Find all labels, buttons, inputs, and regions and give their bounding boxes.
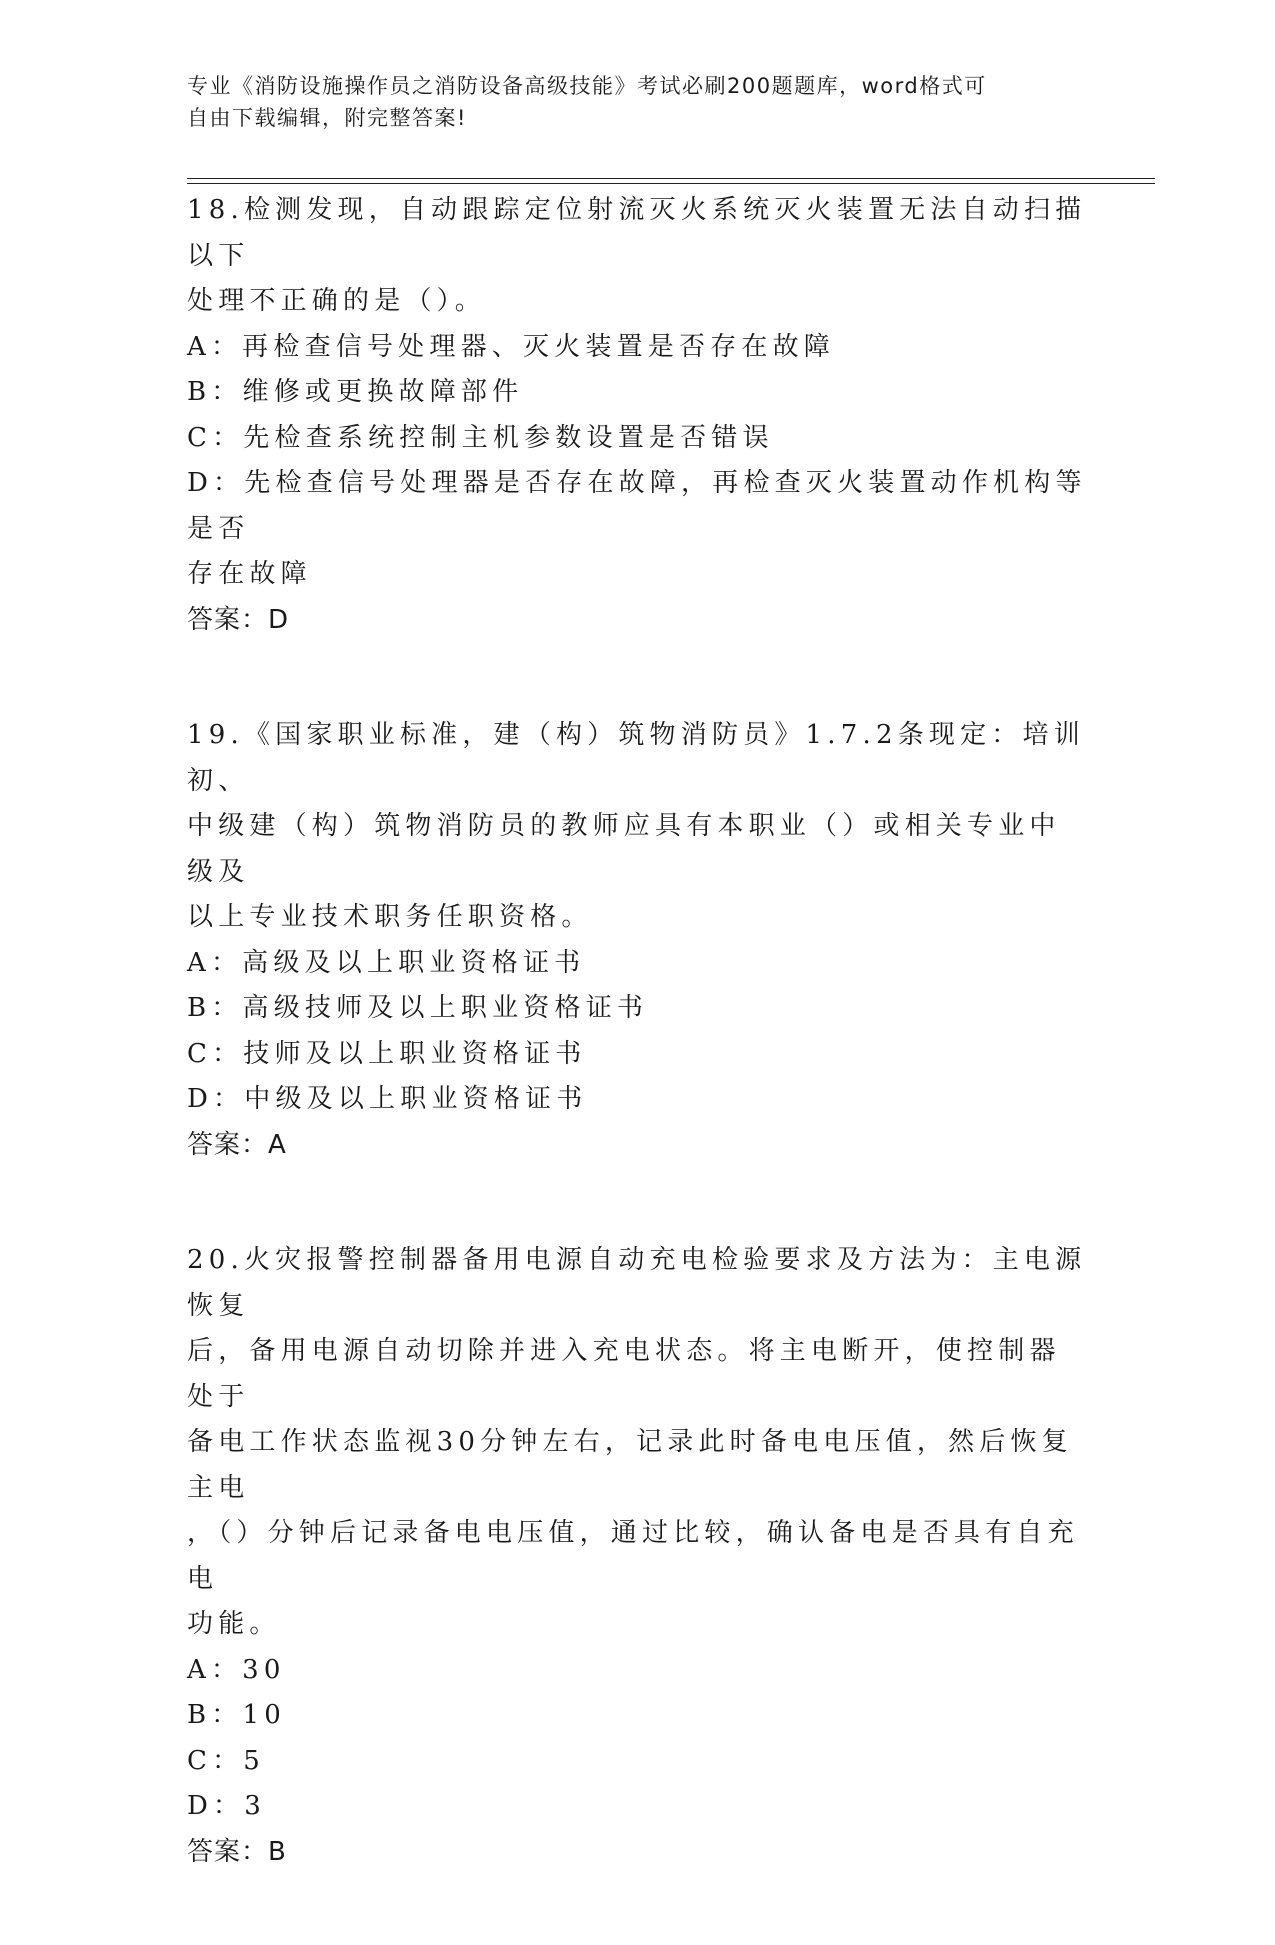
option-d: D：中级及以上职业资格证书 bbox=[187, 1084, 588, 1114]
question-text-line: 以上专业技术职务任职资格。 bbox=[187, 902, 593, 932]
option-c: C：技师及以上职业资格证书 bbox=[187, 1038, 587, 1069]
question-text-line: 备电工作状态监视30分钟左右，记录此时备电电压值，然后恢复主电 bbox=[187, 1427, 1073, 1503]
option-a: A：30 bbox=[187, 1654, 286, 1685]
option-d-continued: 存在故障 bbox=[187, 559, 312, 589]
question-text-line: 后，备用电源自动切除并进入充电状态。将主电断开，使控制器处于 bbox=[187, 1336, 1061, 1412]
document-header bbox=[187, 70, 1077, 134]
option-d: D：先检查信号处理器是否存在故障，再检查灭火装置动作机构等是否 bbox=[187, 468, 1087, 544]
answer-label: 答案：B bbox=[187, 1836, 287, 1867]
answer-label: 答案：D bbox=[187, 604, 290, 635]
question-text-line: 20.火灾报警控制器备用电源自动充电检验要求及方法为：主电源恢复 bbox=[187, 1245, 1087, 1321]
question-text-line: 功能。 bbox=[187, 1609, 281, 1639]
option-a: A：高级及以上职业资格证书 bbox=[187, 947, 586, 978]
question-text-line: 18.检测发现，自动跟踪定位射流灭火系统灭火装置无法自动扫描以下 bbox=[187, 195, 1087, 271]
option-a: A：再检查信号处理器、灭火装置是否存在故障 bbox=[187, 331, 835, 362]
option-c: C：先检查系统控制主机参数设置是否错误 bbox=[187, 422, 774, 453]
question-18 bbox=[187, 188, 1087, 643]
question-list bbox=[187, 188, 1087, 1945]
question-text-line: 19.《国家职业标准，建（构）筑物消防员》1.7.2条现定：培训初、 bbox=[187, 720, 1085, 796]
option-c: C：5 bbox=[187, 1745, 266, 1776]
question-19 bbox=[187, 713, 1087, 1168]
option-b: B：高级技师及以上职业资格证书 bbox=[187, 993, 649, 1023]
option-b: B：10 bbox=[187, 1700, 286, 1730]
header-divider-bottom bbox=[187, 183, 1155, 184]
question-text-line: 处理不正确的是（）。 bbox=[187, 286, 487, 316]
option-b: B：维修或更换故障部件 bbox=[187, 377, 524, 407]
header-line-2: 自由下载编辑，附完整答案! bbox=[187, 106, 467, 130]
header-divider-top bbox=[187, 178, 1155, 179]
question-text-line: 中级建（构）筑物消防员的教师应具有本职业（）或相关专业中级及 bbox=[187, 811, 1061, 887]
option-d: D：3 bbox=[187, 1791, 266, 1821]
answer-label: 答案：A bbox=[187, 1129, 287, 1160]
question-20 bbox=[187, 1238, 1087, 1875]
header-line-1: 专业《消防设施操作员之消防设备高级技能》考试必刷200题题库，word格式可 bbox=[187, 74, 987, 98]
question-text-line: ，（）分钟后记录备电电压值，通过比较，确认备电是否具有自充电 bbox=[187, 1518, 1079, 1594]
